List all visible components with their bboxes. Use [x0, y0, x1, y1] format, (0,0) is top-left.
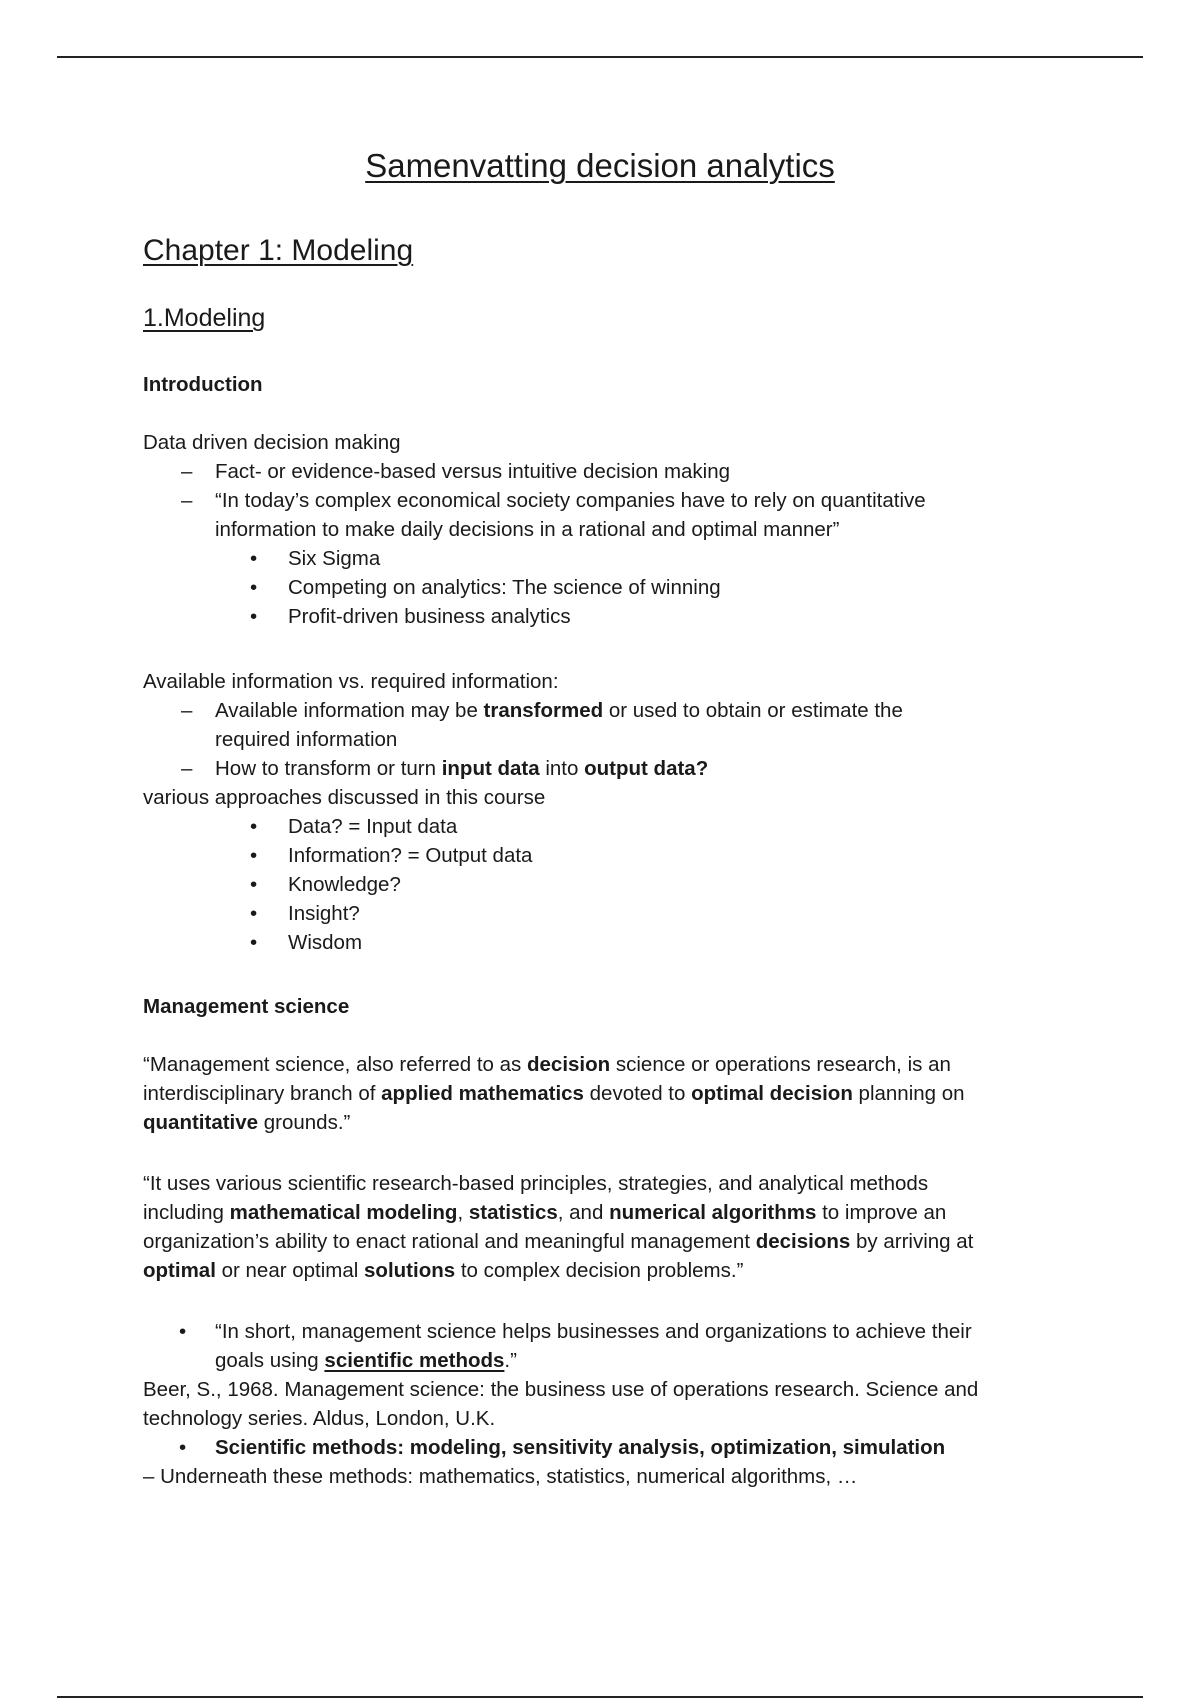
bullet-item: • Insight?	[250, 902, 360, 925]
dash-item: – Available information may be transformed or used to obtain or estimate the required information	[143, 696, 1083, 754]
reference-line: Beer, S., 1968. Management science: the business use of operations research. Science and	[143, 1378, 979, 1401]
dash-marker: –	[181, 757, 193, 780]
bullet-item: • Data? = Input data	[250, 815, 458, 838]
intro-block	[143, 428, 1083, 631]
bullet-item: • Information? = Output data	[250, 844, 533, 867]
underneath-line: – Underneath these methods: mathematics, statistics, numerical algorithms, …	[143, 1465, 858, 1488]
dash-item: – How to transform or turn input data into output data?	[143, 754, 1083, 783]
available-info-line: Available information vs. required information:	[143, 670, 559, 693]
bullet-item: • Wisdom	[250, 931, 363, 954]
section-heading: 1.Modeling	[143, 304, 266, 332]
available-info-block	[143, 667, 1083, 957]
bullet-item: • Competing on analytics: The science of winning	[250, 576, 721, 599]
top-rule	[57, 56, 1143, 58]
mgmt-paragraph-1: “Management science, also referred to as decision science or operations research, is an interdisciplinary branch of applied mathematics devoted to optimal decision planning on quantitative grounds.”	[143, 1053, 965, 1134]
bottom-rule	[57, 1696, 1143, 1698]
chapter-heading: Chapter 1: Modeling	[143, 234, 414, 267]
various-approaches-line: various approaches discussed in this course	[143, 786, 546, 809]
reference-line: technology series. Aldus, London, U.K.	[143, 1407, 496, 1430]
mgmt-paragraph-2: “It uses various scientific research-based principles, strategies, and analytical methods including mathematical modeling, statistics, and numerical algorithms to improve an organization’s ability to enact rational and meaningful management decisions by arriving at optimal or near optimal solutions to complex decision problems.”	[143, 1172, 974, 1282]
bullet-item: • Profit-driven business analytics	[250, 605, 571, 628]
introduction-heading: Introduction	[143, 373, 263, 396]
management-science-heading: Management science	[143, 995, 350, 1018]
bullet-item: • Scientific methods: modeling, sensitivity analysis, optimization, simulation	[179, 1436, 946, 1459]
dash-item: – Fact- or evidence-based versus intuitive decision making	[143, 457, 1083, 486]
bullet-item: • “In short, management science helps businesses and organizations to achieve their	[179, 1320, 972, 1343]
scientific-methods-link: scientific methods	[324, 1349, 505, 1372]
document-title: Samenvatting decision analytics	[365, 147, 835, 184]
dash-marker: –	[181, 489, 193, 512]
dash-marker: –	[181, 460, 193, 483]
dash-item: – “In today’s complex economical society companies have to rely on quantitative information to make daily decisions in a rational and optimal manner”	[143, 486, 1083, 544]
data-driven-line: Data driven decision making	[143, 431, 401, 454]
quote-block: • “In short, management science helps businesses and organizations to achieve their goals using scientific methods.” Beer, S., 1968. Management science: the business use of operations research. Science and technology series. Aldus, London, U.K. • Scientific methods: modeling, sensitivity analysis, optimization, simulation – Underneath these methods: mathematics, statistics, numerical algorithms, …	[143, 1317, 1083, 1491]
bullet-item: • Knowledge?	[250, 873, 401, 896]
dash-marker: –	[181, 699, 193, 722]
bullet-item: • Six Sigma	[250, 547, 381, 570]
